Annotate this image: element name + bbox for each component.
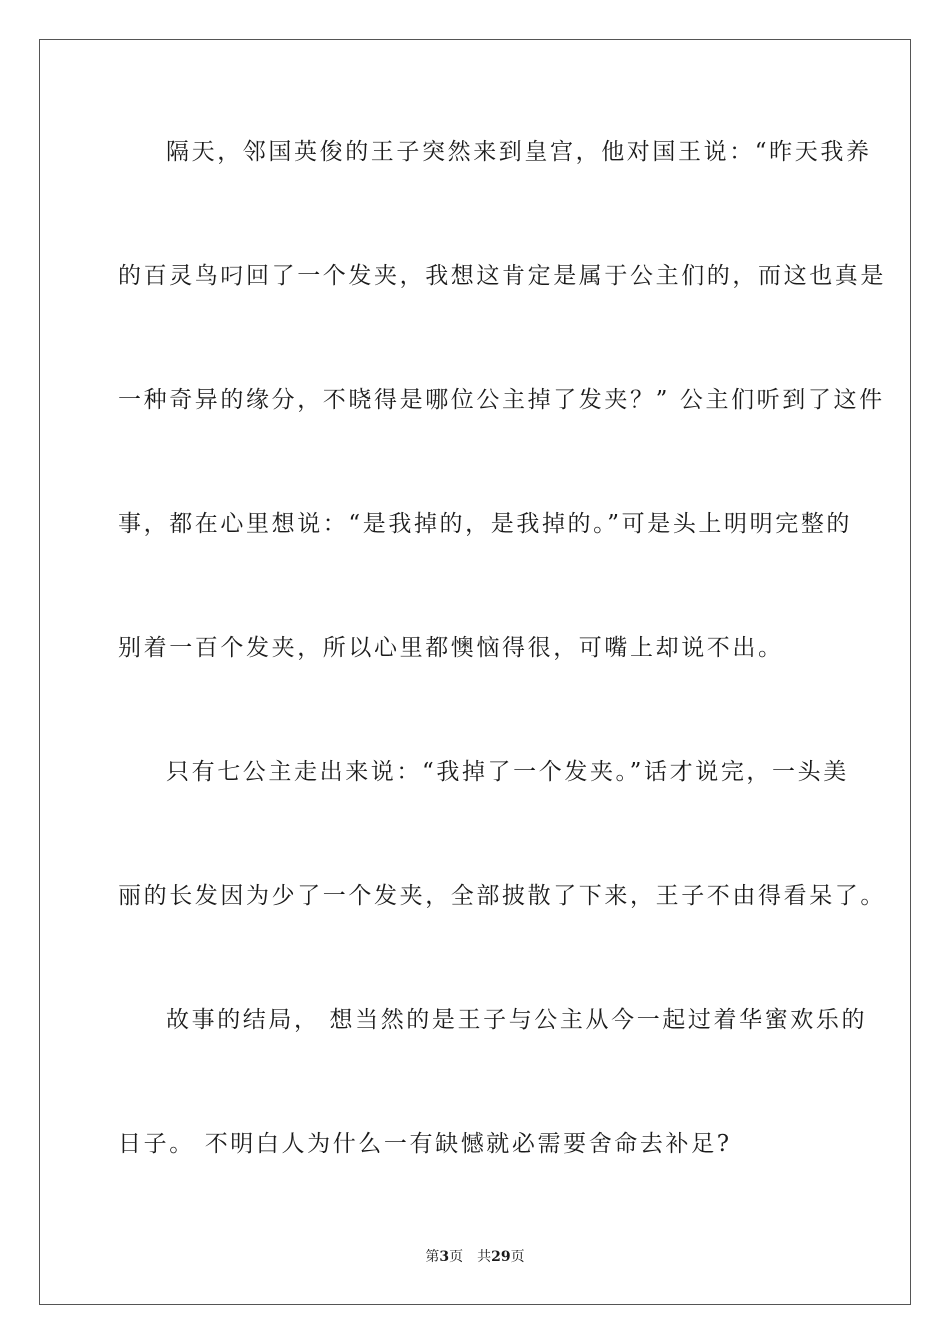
body-text-line: 的百灵鸟叼回了一个发夹，我想这肯定是属于公主们的，而这也真是 (118, 263, 886, 289)
page-footer (0, 1247, 950, 1267)
current-page-number: 3 (439, 1249, 450, 1265)
body-text-line: 日子。 不明白人为什么一有缺憾就必需要舍命去补足? (118, 1131, 732, 1157)
page-suffix: 页 (449, 1249, 464, 1265)
total-suffix: 页 (510, 1249, 525, 1265)
page-border (39, 39, 911, 1305)
total-prefix: 共 (477, 1249, 492, 1265)
body-text-line: 只有七公主走出来说：“我掉了一个发夹。”话才说完，一头美 (166, 759, 849, 785)
total-pages-number: 29 (491, 1249, 511, 1265)
body-text-line: 故事的结局， 想当然的是王子与公主从今一起过着华蜜欢乐的 (166, 1007, 868, 1033)
page-prefix: 第 (425, 1249, 440, 1265)
body-text-line: 事，都在心里想说：“是我掉的，是我掉的。”可是头上明明完整的 (118, 511, 853, 537)
body-text-line: 一种奇异的缘分，不晓得是哪位公主掉了发夹？” 公主们听到了这件 (118, 387, 885, 413)
body-text-line: 别着一百个发夹，所以心里都懊恼得很，可嘴上却说不出。 (118, 635, 784, 661)
body-text-line: 隔天，邻国英俊的王子突然来到皇宫，他对国王说：“昨天我养 (166, 139, 872, 165)
body-text-line: 丽的长发因为少了一个发夹，全部披散了下来，王子不由得看呆了。 (118, 883, 886, 909)
